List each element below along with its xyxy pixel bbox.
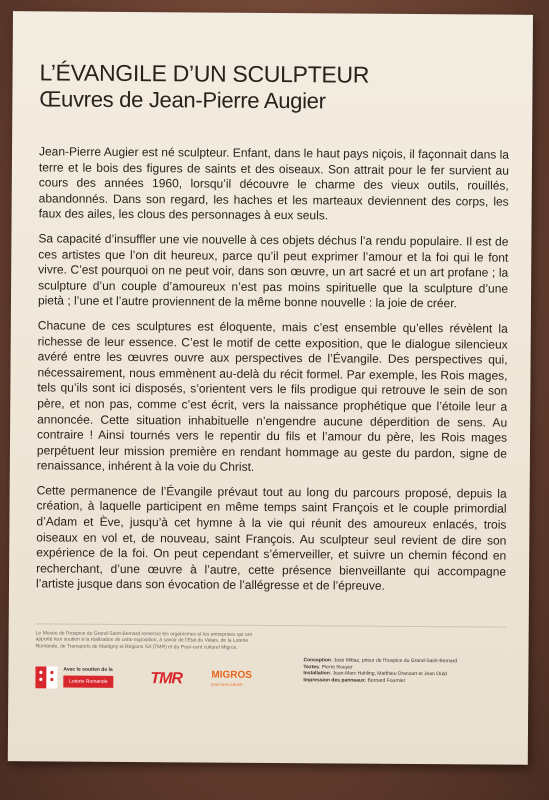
panel-subtitle: Œuvres de Jean-Pierre Augier	[39, 86, 326, 114]
migros-subtitle: pour-cent culturel	[211, 681, 243, 687]
tmr-logo: TMR	[150, 670, 183, 688]
credit-label: Conception	[303, 657, 332, 664]
credit-value: José Mittaz, prieur de l’hospice du Grand-Saint-Bernard	[333, 657, 458, 665]
panel-body	[36, 144, 509, 604]
credit-value: Jean-Marc Hahling, Matthieu Dransart et Jean Ould	[332, 670, 447, 678]
migros-logo: MIGROS	[211, 669, 252, 681]
credits-block	[303, 657, 513, 685]
credit-label: Impression des panneaux	[303, 677, 365, 684]
credit-line: Impression des panneaux: Bernard Fournier	[303, 677, 406, 684]
valais-logo-icon	[35, 666, 57, 688]
paragraph: Sa capacité d’insuffler une vie nouvelle à ces objets déchus l’a rendu populaire. Il est de ces artistes que l’on dit heureux, parce qu’il peut exprimer l’amour et la foi qui le font vivre. C’est pourquoi on ne peut voir, dans son œuvre, un art sacré et un art profane ; la sculpture d’un couple d’amoureux n’est pas moins spirituelle que la sculpture d’une pietà ; l’une et l’autre proviennent de la même bonne nouvelle : la joie de créer.	[37, 231, 509, 311]
loterie-romande-logo: Loterie Romande	[63, 676, 113, 688]
thanks-text: Le Musée de l’hospice du Grand-Saint-Bernard remercie les organismes et les entreprises qui ont apporté leur soutien à la réalisation de cette exposition, à savoir de l’État du Valais, de la Loterie Romande, de Transports de Martigny et Régions SA (TMR) et du Pour-cent culturel Migros.	[35, 630, 252, 651]
footer-divider	[36, 623, 506, 627]
credit-value: Bernard Fournier	[367, 677, 406, 684]
paragraph: Cette permanence de l’Évangile prévaut tout au long du parcours proposé, depuis la création, à laquelle participent en même temps saint François et le couple primordial d’Adam et Ève, jusqu’à cet hymne à la vie qui réunit des amoureux enlacés, trois oiseaux en vol et, de nouveau, saint François. Au sculpteur seul revient de dire son expérience de la foi. On peut cependant s’émerveiller, et suivre un chemin fécond en recherchant, d’une œuvre à l’autre, cette présence bienveillante qui accompagne l’artiste jusque dans son évocation de l’allégresse et de l’épreuve.	[35, 483, 507, 594]
credit-line: Textes: Pierre Rouyer	[303, 663, 353, 671]
credit-label: Installation	[303, 670, 330, 677]
paragraph: Chacune de ces sculptures est éloquente, mais c’est ensemble qu’elles révèlent la richesse de leur essence. C’est le motif de cette exposition, que le dialogue silencieux avéré entre les œuvres ouvre aux perspectives de l’Évangile. Des perspectives qui, nécessairement, nous emmènent au-delà du récit formel. Par exemple, les Rois mages, tels qu’ils sont ici disposés, s’orientent vers le fils prodigue qui retrouve le sein de son père, et non pas, comme c’est écrit, vers la naissance prophétique que l’étoile leur a annoncée. Cette situation inhabituelle n’engendre aucune déperdition de sens. Au contraire ! Ainsi tournés vers le repentir du fils et l’amour du père, les Rois mages perpétuent leur mission première en rendant hommage au geste du pardon, signe de renaissance, inhérent à la voie du Christ.	[36, 318, 508, 475]
panel-title: L’ÉVANGILE D’UN SCULPTEUR	[39, 59, 370, 88]
credit-value: Pierre Rouyer	[321, 663, 353, 671]
credit-line: Conception: José Mittaz, prieur de l’hospice du Grand-Saint-Bernard	[303, 657, 458, 665]
sponsor-logos	[35, 666, 295, 698]
credit-label: Textes	[303, 663, 319, 670]
credit-line: Installation: Jean-Marc Hahling, Matthieu Dransart et Jean Ould	[303, 670, 447, 678]
support-label: Avec le soutien de la	[63, 666, 113, 673]
exhibition-panel	[8, 11, 533, 765]
paragraph: Jean-Pierre Augier est né sculpteur. Enfant, dans le haut pays niçois, il façonnait dans la terre et le bois des figures de saints et des oiseaux. Son attrait pour le fer survient au cours des années 1960, lorsqu’il découvre le charme des vieux outils, rouillés, abandonnés. Dans son regard, les haches et les marteaux deviennent des corps, les faux des ailes, les clous des personnages à eux seuls.	[38, 144, 510, 223]
